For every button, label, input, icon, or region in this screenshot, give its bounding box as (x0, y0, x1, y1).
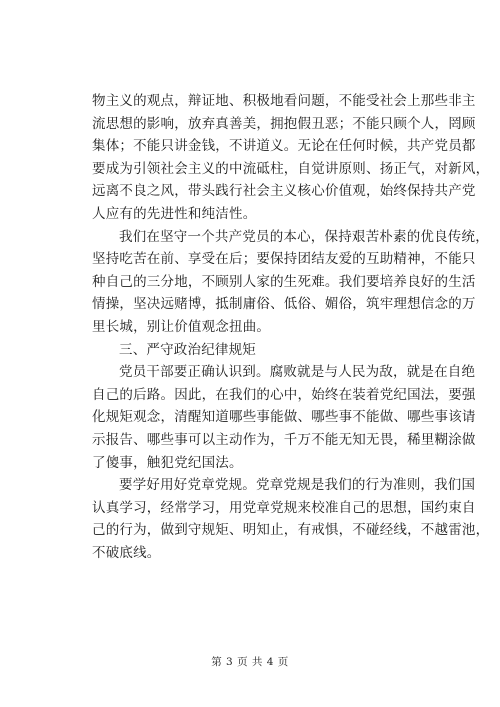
text-line: 党员干部要正确认识到。腐败就是与人民为敌，就是在自绝 (119, 364, 476, 381)
text-line: 示报告、哪些事可以主动作为，千万不能无知无畏，稀里糊涂做 (92, 431, 476, 448)
text-line: 我们在坚守一个共产党员的本心，保持艰苦朴素的优良传统， (119, 228, 489, 245)
text-line: 物主义的观点，辩证地、积极地看问题，不能受社会上那些非主 (92, 93, 476, 109)
text-line: 坚持吃苦在前、享受在后；要保持团结友爱的互助精神，不能只 (92, 251, 476, 268)
text-line: 化规矩观念，清醒知道哪些事能做、哪些事不能做、哪些事该请 (92, 409, 476, 426)
text-line: 里长城，别让价值观念扭曲。 (92, 318, 271, 335)
text-line: 集体；不能只讲金钱，不讲道义。无论在任何时候，共产党员都 (92, 138, 476, 155)
text-line: 流思想的影响，放弃真善美，拥抱假丑恶；不能只顾个人，罔顾 (92, 115, 476, 132)
text-line: 人应有的先进性和纯洁性。 (92, 205, 257, 222)
text-line: 种自己的三分地，不顾别人家的生死难。我们要培养良好的生活 (92, 273, 476, 290)
text-line: 远离不良之风，带头践行社会主义核心价值观，始终保持共产党 (92, 183, 476, 200)
text-line: 己的行为，做到守规矩、明知止，有戒惧，不碰经线，不越雷池， (92, 522, 490, 539)
section-heading: 三、严守政治纪律规矩 (119, 341, 256, 358)
text-line: 情操，坚决远赌博，抵制庸俗、低俗、媚俗，筑牢理想信念的万 (92, 296, 476, 313)
text-line: 自己的后路。因此，在我们的心中，始终在装着党纪国法，要强 (92, 386, 476, 403)
document-body (92, 90, 490, 564)
text-line: 不破底线。 (92, 544, 161, 561)
page-number-footer: 第 3 页 共 4 页 (211, 656, 289, 668)
text-line: 要学好用好党章党规。党章党规是我们的行为准则，我们国 (119, 477, 476, 494)
text-line: 要成为引领社会主义的中流砥柱，自觉讲原则、扬正气，对新风， (92, 160, 490, 177)
text-line: 认真学习，经常学习，用党章党规来校准自己的思想，国约束自 (92, 499, 476, 516)
text-line: 了傻事，触犯党纪国法。 (92, 454, 243, 471)
